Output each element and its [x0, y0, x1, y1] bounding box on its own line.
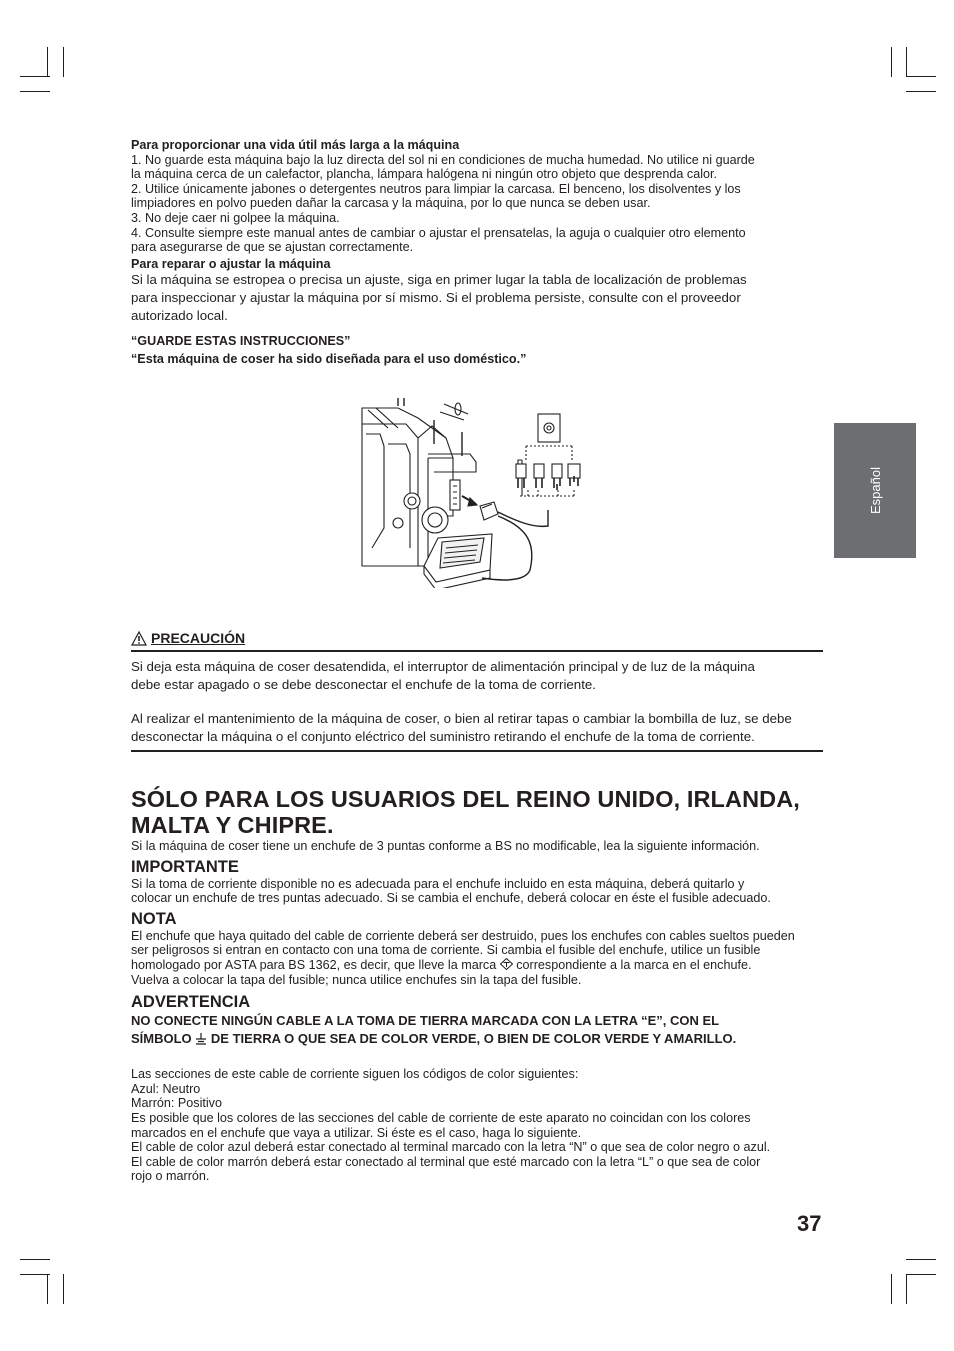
ground-symbol-icon — [195, 1033, 207, 1045]
save-instructions-notice: “GUARDE ESTAS INSTRUCCIONES” — [131, 334, 351, 349]
uk-intro: Si la máquina de coser tiene un enchufe de 3 puntas conforme a BS no modificable, lea la siguiente información. — [131, 839, 760, 853]
importante-text: Si la toma de corriente disponible no es adecuada para el enchufe incluido en esta máquina, deberá quitarlo y colocar un enchufe de tres puntas adecuado. Si se cambia el enchufe, deberá colocar en éste el fusible adecuado. — [131, 876, 771, 906]
advertencia-heading: ADVERTENCIA — [131, 993, 251, 1012]
maintenance-item-1: 1. No guarde esta máquina bajo la luz directa del sol ni en condiciones de mucha humedad. No utilice ni guarde la máquina cerca de un calefactor, plancha, lámpara halógena ni ningún otro objeto que desprenda calor. — [131, 152, 755, 182]
maintenance-item-4: 4. Consulte siempre este manual antes de cambiar o ajustar el prensatelas, la aguja o cualquier otro elemento para asegurarse de que se ajustan correctamente. — [131, 225, 746, 255]
uk-section — [131, 786, 823, 1184]
crop-mark — [63, 1274, 64, 1304]
crop-mark — [63, 47, 64, 77]
crop-mark — [906, 91, 936, 92]
maintenance-heading: Para proporcionar una vida útil más larga a la máquina — [131, 138, 460, 152]
caution-paragraph-2: Al realizar el mantenimiento de la máquina de coser, o bien al retirar tapas o cambiar la bombilla de luz, se debe desconectar la máquina o el conjunto eléctrico del suministro retirando el enchufe de la toma de corriente. — [131, 711, 792, 744]
caution-body — [131, 652, 823, 752]
language-side-tab — [834, 423, 916, 558]
color-code-text: Las secciones de este cable de corriente siguen los códigos de color siguientes: Azul: Neutro Marrón: Positivo Es posible que los colores de las secciones del cable de corriente de este aparato no coincidan con los colores marcados en el enchufe que vaya a utilizar. Si éste es el caso, haga lo siguiente. El cable de color azul deberá estar conectado al terminal marcado con la letra “N” o que sea de color negro o azul. El cable de color marrón deberá estar conectado al terminal que esté marcado con la letra “L” o que sea de color rojo o marrón. — [131, 1067, 771, 1184]
crop-mark — [20, 1274, 50, 1275]
warning-triangle-icon — [131, 631, 147, 646]
maintenance-item-3: 3. No deje caer ni golpee la máquina. — [131, 210, 340, 225]
machine-plug-illustration — [358, 398, 586, 588]
crop-mark — [47, 1274, 48, 1304]
crop-mark — [20, 91, 50, 92]
page-number: 37 — [797, 1211, 822, 1236]
nota-text: El enchufe que haya quitado del cable de corriente deberá ser destruido, pues los enchufes con cables sueltos pueden ser peligrosos si entran en contacto con una toma de corriente. Si cambia el fusible del enchufe, utilice un fusible homologado por ASTA para BS 1362, es decir, que lleve la marca correspondiente a la marca en el enchufe. Vuelva a colocar la tapa del fusible; nunca utilice enchufes sin la tapa del fusible. — [131, 928, 795, 987]
crop-mark — [906, 1274, 907, 1304]
advertencia-text: NO CONECTE NINGÚN CABLE A LA TOMA DE TIERRA MARCADA CON LA LETRA “E”, CON EL SÍMBOLO DE TIERRA O QUE SEA DE COLOR VERDE, O BIEN DE COLOR VERDE Y AMARILLO. — [131, 1013, 737, 1047]
language-side-tab-label: Español — [867, 467, 883, 514]
caution-paragraph-1: Si deja esta máquina de coser desatendida, el interruptor de alimentación principal y de luz de la máquina debe estar apagado o se debe desconectar el enchufe de la toma de corriente. — [131, 659, 755, 692]
crop-mark — [891, 47, 892, 77]
crop-mark — [906, 1259, 936, 1260]
crop-mark — [47, 47, 48, 77]
caution-header — [131, 628, 823, 652]
maintenance-item-2: 2. Utilice únicamente jabones o detergentes neutros para limpiar la carcasa. El benceno, los disolventes y los limpiadores en polvo pueden dañar la carcasa y la máquina, por lo que nunca se deben usar. — [131, 181, 741, 211]
maintenance-section — [131, 138, 821, 368]
nota-heading: NOTA — [131, 909, 177, 928]
caution-section — [131, 628, 823, 752]
crop-mark — [891, 1274, 892, 1304]
repair-text: Si la máquina se estropea o precisa un ajuste, siga en primer lugar la tabla de localización de problemas para inspeccionar y ajustar la máquina por sí mismo. Si el problema persiste, consulte con el proveedor autorizado local. — [131, 272, 747, 323]
crop-mark — [20, 1259, 50, 1260]
asta-mark-icon — [500, 958, 513, 970]
caution-label: PRECAUCIÓN — [151, 630, 246, 646]
importante-heading: IMPORTANTE — [131, 857, 239, 876]
crop-mark — [906, 47, 907, 77]
crop-mark — [906, 76, 936, 77]
repair-heading: Para reparar o ajustar la máquina — [131, 256, 331, 271]
crop-mark — [906, 1274, 936, 1275]
domestic-use-notice: “Esta máquina de coser ha sido diseñada para el uso doméstico.” — [131, 352, 527, 367]
crop-mark — [20, 76, 50, 77]
uk-section-title: SÓLO PARA LOS USUARIOS DEL REINO UNIDO, IRLANDA, MALTA Y CHIPRE. — [131, 786, 800, 838]
